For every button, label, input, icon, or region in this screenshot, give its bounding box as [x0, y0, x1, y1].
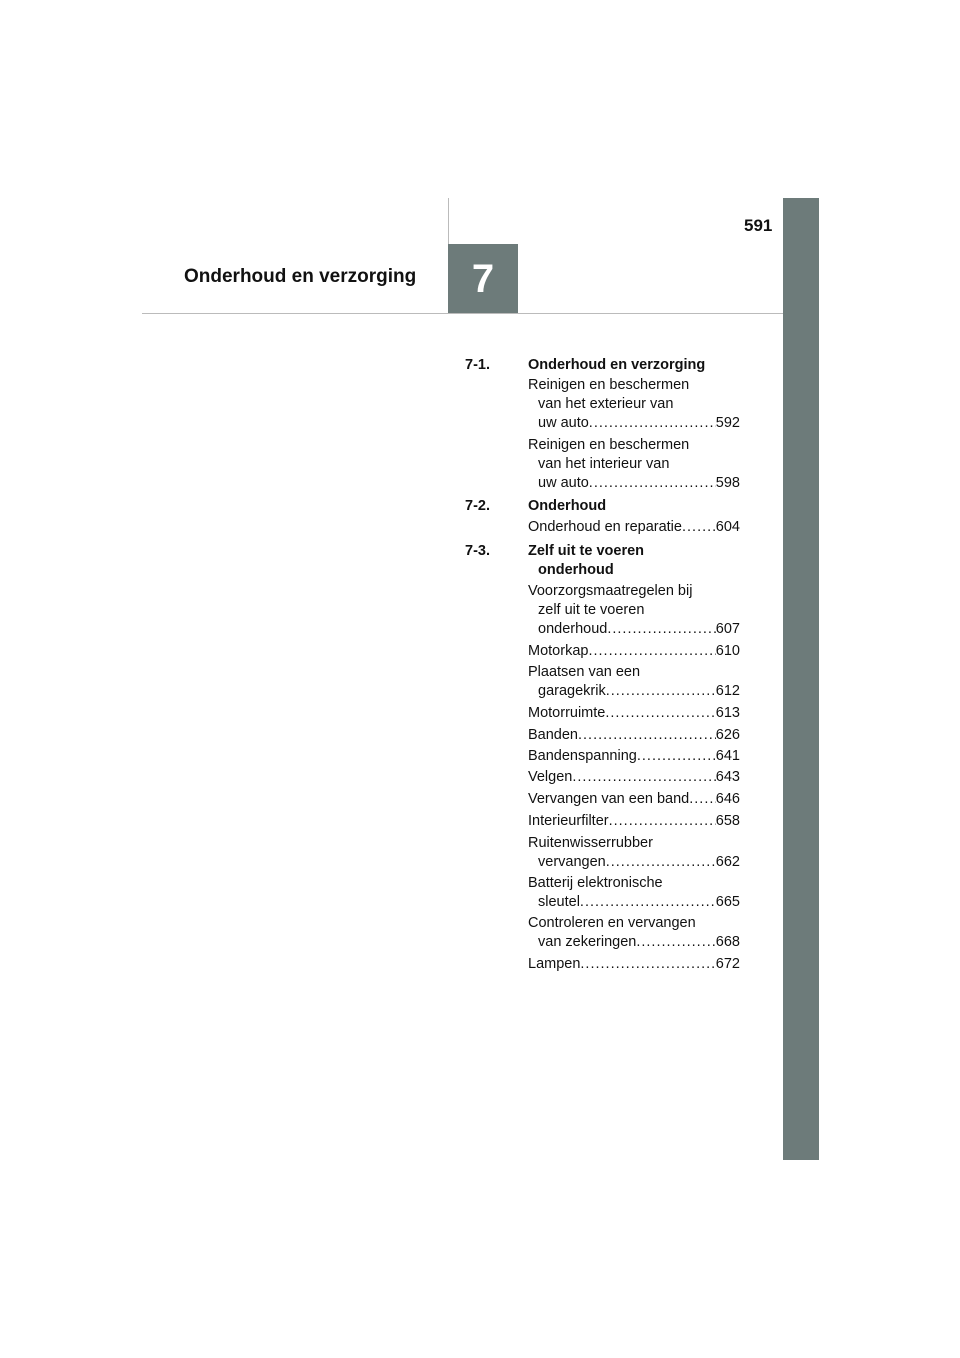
- toc-dot-leader: [636, 933, 715, 952]
- toc-entry-label: Interieurfilter: [528, 813, 609, 829]
- toc-entry-label: Motorkap: [528, 643, 589, 659]
- toc-dot-leader: [607, 620, 715, 639]
- toc-entry-label: uw auto: [538, 415, 589, 431]
- toc-dot-leader: [580, 893, 716, 912]
- toc-entry[interactable]: [528, 747, 740, 766]
- toc-entry-label: Onderhoud en reparatie: [528, 519, 682, 535]
- toc-dot-leader: [588, 642, 715, 661]
- toc-entry-page: 665: [715, 894, 740, 910]
- toc-entry-line: van het exterieur van: [538, 396, 674, 412]
- toc-entry[interactable]: [528, 704, 740, 723]
- toc-entry-line: van het interieur van: [538, 456, 670, 472]
- toc-entry-label: Vervangen van een band: [528, 791, 690, 807]
- toc-dot-leader: [589, 474, 716, 493]
- toc-dot-leader: [609, 812, 716, 831]
- toc-entry[interactable]: [528, 955, 740, 974]
- toc-entry-label: sleutel: [538, 894, 580, 910]
- toc-entry-label: Velgen: [528, 769, 573, 785]
- toc-entry-line: Reinigen en beschermen: [528, 377, 690, 393]
- toc-entry-label: vervangen: [538, 854, 606, 870]
- toc-entry-line: Ruitenwisserrubber: [528, 835, 653, 851]
- toc-entry-line: Plaatsen van een: [528, 664, 641, 680]
- toc-entry-label: Banden: [528, 727, 578, 743]
- toc-entry-page: 646: [715, 791, 740, 807]
- toc-entry[interactable]: [528, 642, 740, 661]
- toc-entry-label: uw auto: [538, 475, 589, 491]
- toc-entry[interactable]: [528, 518, 740, 537]
- toc-dot-leader: [589, 414, 716, 433]
- toc-entry-page: 612: [715, 683, 740, 699]
- toc-entry-page: 592: [715, 415, 740, 431]
- toc-entry-page: 668: [715, 934, 740, 950]
- toc-dot-leader: [682, 518, 716, 537]
- toc-section-title: Zelf uit te voeren onderhoud: [528, 543, 645, 578]
- toc-entry[interactable]: [528, 834, 740, 872]
- toc-entry[interactable]: [528, 874, 740, 912]
- toc-entry-line: Voorzorgsmaatregelen bij: [528, 583, 693, 599]
- toc-entry-label: Bandenspanning: [528, 748, 637, 764]
- toc-entry-line: Batterij elektronische: [528, 875, 663, 891]
- toc-entry-page: 643: [715, 769, 740, 785]
- toc-entry[interactable]: [528, 582, 740, 639]
- toc-entry[interactable]: [528, 790, 740, 809]
- toc-section-number: 7-2.: [465, 498, 490, 514]
- page-number: 591: [744, 216, 773, 235]
- toc-dot-leader: [578, 726, 716, 745]
- toc-section-title: Onderhoud: [528, 498, 607, 514]
- toc-entry-label: Lampen: [528, 956, 581, 972]
- toc-entry-page: 607: [715, 621, 740, 637]
- chapter-title: Onderhoud en verzorging: [184, 266, 417, 287]
- toc-entry[interactable]: [528, 726, 740, 745]
- toc-entry[interactable]: [528, 663, 740, 701]
- toc-dot-leader: [637, 747, 716, 766]
- toc-entry-page: 604: [715, 519, 740, 535]
- toc-entry[interactable]: [528, 436, 740, 493]
- toc-entry-page: 672: [715, 956, 740, 972]
- toc-entry-label: Motorruimte: [528, 705, 606, 721]
- toc-dot-leader: [572, 768, 715, 787]
- toc-entry-page: 598: [715, 475, 740, 491]
- toc-dot-leader: [605, 704, 715, 723]
- toc-entry-label: van zekeringen: [538, 934, 637, 950]
- toc-entry[interactable]: [528, 914, 740, 952]
- toc-entry[interactable]: [528, 768, 740, 787]
- toc-entry-page: 626: [715, 727, 740, 743]
- toc-section-number: 7-1.: [465, 357, 490, 373]
- toc-entry-page: 610: [715, 643, 740, 659]
- toc-entry-page: 613: [715, 705, 740, 721]
- toc-section-number: 7-3.: [465, 543, 490, 559]
- toc-entry[interactable]: [528, 812, 740, 831]
- toc-dot-leader: [580, 955, 715, 974]
- toc-entry[interactable]: [528, 376, 740, 433]
- toc-entry-line: Controleren en vervangen: [528, 915, 696, 931]
- toc-dot-leader: [606, 682, 716, 701]
- toc-entry-label: onderhoud: [538, 621, 608, 637]
- toc-dot-leader: [606, 853, 716, 872]
- toc-entry-page: 662: [715, 854, 740, 870]
- toc-entry-line: zelf uit te voeren: [538, 602, 645, 618]
- toc-entry-label: garagekrik: [538, 683, 606, 699]
- toc-section-title: Onderhoud en verzorging: [528, 357, 706, 373]
- toc-entry-page: 641: [715, 748, 740, 764]
- chapter-number-box: 7: [448, 244, 518, 314]
- toc-entry-line: Reinigen en beschermen: [528, 437, 690, 453]
- toc-entry-page: 658: [715, 813, 740, 829]
- toc-dot-leader: [689, 790, 716, 809]
